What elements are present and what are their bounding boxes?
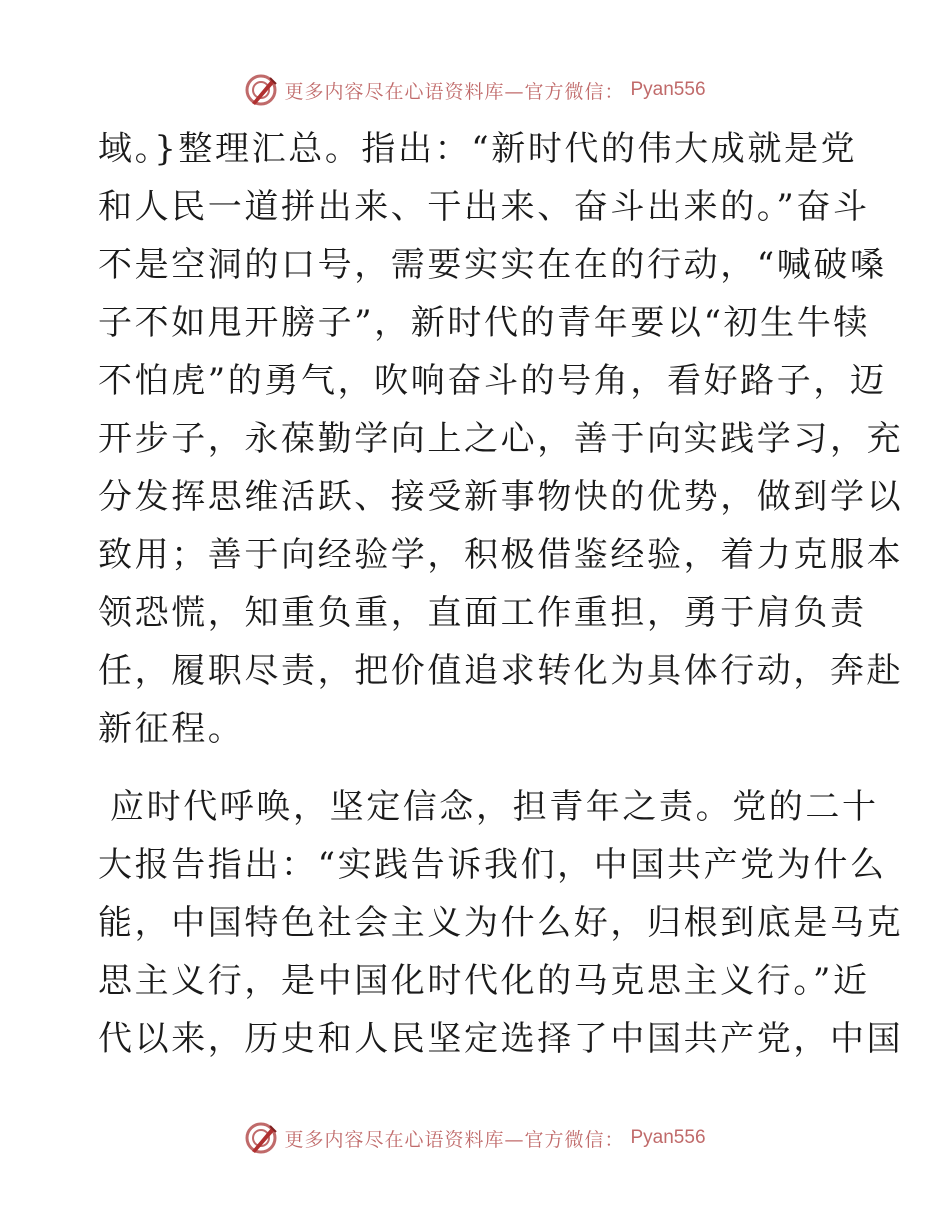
paragraph-gap	[98, 758, 858, 778]
text-line: 大报告指出：“实践告诉我们，中国共产党为什么	[98, 845, 887, 885]
text-line: 致用；善于向经验学，积极借鉴经验，着力克服本	[98, 535, 904, 575]
seal-pen-icon	[244, 73, 278, 107]
text-line: 分发挥思维活跃、接受新事物快的优势，做到学以	[98, 477, 904, 517]
text-line: 域。}整理汇总。指出：“新时代的伟大成就是党	[98, 129, 858, 169]
document-body	[98, 120, 904, 1068]
header-banner	[0, 70, 950, 110]
text-line: 不是空洞的口号，需要实实在在的行动，“喊破嗓	[98, 245, 887, 285]
text-line: 思主义行，是中国化时代化的马克思主义行。”近	[98, 961, 870, 1001]
text-line: 新征程。	[98, 709, 245, 749]
footer-banner-text: 更多内容尽在心语资料库—官方微信：	[284, 1128, 625, 1151]
text-line: 子不如甩开膀子”，新时代的青年要以“初生牛犊	[98, 303, 870, 343]
footer-banner-wechat-id: Pyan556	[630, 1127, 706, 1148]
text-line: 代以来，历史和人民坚定选择了中国共产党，中国	[98, 1019, 904, 1059]
header-banner-text: 更多内容尽在心语资料库—官方微信：	[284, 80, 625, 103]
paragraph-2	[98, 778, 904, 1068]
header-banner-wechat-id: Pyan556	[630, 79, 706, 100]
seal-pen-icon	[244, 1121, 278, 1155]
paragraph-1	[98, 120, 904, 758]
text-line: 开步子，永葆勤学向上之心，善于向实践学习，充	[98, 419, 904, 459]
footer-banner	[0, 1118, 950, 1158]
text-line: 能，中国特色社会主义为什么好，归根到底是马克	[98, 903, 904, 943]
text-line: 领恐慌，知重负重，直面工作重担，勇于肩负责	[98, 593, 867, 633]
text-line: 任，履职尽责，把价值追求转化为具体行动，奔赴	[98, 651, 904, 691]
text-line: 不怕虎”的勇气，吹响奋斗的号角，看好路子，迈	[98, 361, 887, 401]
text-line: 和人民一道拼出来、干出来、奋斗出来的。”奋斗	[98, 187, 870, 227]
text-line: 应时代呼唤，坚定信念，担青年之责。党的二十	[110, 787, 879, 827]
